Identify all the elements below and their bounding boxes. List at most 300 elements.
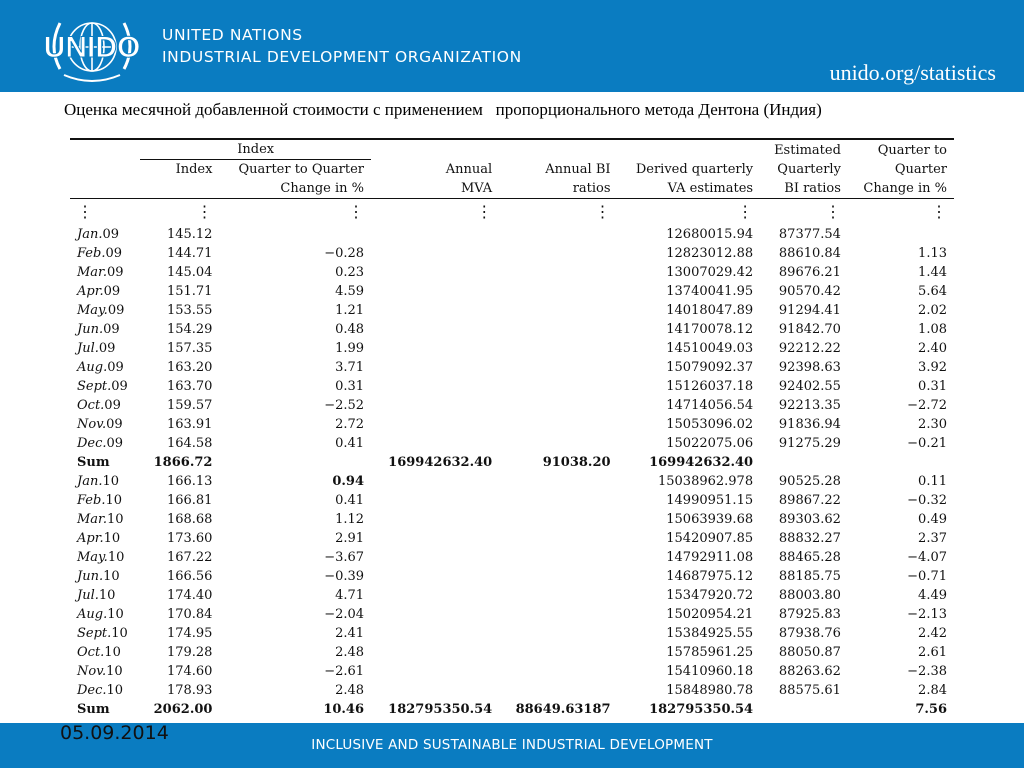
row-year: 10 (98, 588, 116, 603)
cell-bi (499, 339, 617, 358)
cell-dq: 12680015.94 (666, 227, 754, 242)
cell-qc: −0.71 (907, 569, 947, 584)
col-mva: MVA (371, 179, 499, 199)
cell-est: 91842.70 (778, 322, 841, 337)
table-row (70, 377, 954, 396)
row-label (70, 681, 140, 700)
cell-dq: 14170078.12 (666, 322, 754, 337)
cell-qtq: 1.12 (335, 512, 365, 527)
cell-qtq: 1.21 (335, 303, 365, 318)
table-row (70, 624, 954, 643)
cell-est: 87377.54 (778, 227, 841, 242)
cell-qc (848, 225, 954, 244)
cell-est: 89676.21 (778, 265, 841, 280)
row-year: 09 (106, 436, 124, 451)
cell-idx: 178.93 (166, 683, 213, 698)
col-qtq-line2: Change in % (219, 179, 371, 199)
cell-ann (371, 339, 499, 358)
cell-qtq: 0.23 (335, 265, 365, 280)
row-year: 09 (98, 341, 116, 356)
cell-est: 89867.22 (778, 493, 841, 508)
cell-dq: 14510049.03 (666, 341, 754, 356)
table-body (70, 199, 954, 720)
cell-dq: 14990951.15 (666, 493, 754, 508)
cell-ann (371, 643, 499, 662)
vertical-ellipsis-icon: ⋮ (476, 202, 493, 221)
row-label (70, 301, 140, 320)
cell-qtq: 0.41 (335, 493, 365, 508)
cell-dq: 14687975.12 (666, 569, 754, 584)
row-month: May. (77, 550, 108, 565)
row-label (70, 567, 140, 586)
cell-est: 88465.28 (778, 550, 841, 565)
table-row (70, 662, 954, 681)
cell-est: 90570.42 (778, 284, 841, 299)
table-row (70, 586, 954, 605)
row-month: Aug. (77, 360, 108, 375)
table-row (70, 282, 954, 301)
cell-qtq: 0.31 (335, 379, 365, 394)
row-year: 10 (105, 493, 123, 508)
row-month: Jul. (77, 341, 99, 356)
cell-ann (371, 320, 499, 339)
cell-bi (499, 244, 617, 263)
vertical-ellipsis-icon: ⋮ (824, 202, 841, 221)
cell-qc: 1.13 (918, 246, 947, 261)
cell-idx: 163.20 (166, 360, 213, 375)
row-year: 10 (106, 683, 124, 698)
cell-est: 87925.83 (778, 607, 841, 622)
cell-idx: 151.71 (166, 284, 213, 299)
cell-bi (499, 301, 617, 320)
row-label (70, 529, 140, 548)
cell-dq: 15063939.68 (666, 512, 754, 527)
header-bar (0, 0, 1024, 92)
row-label (70, 282, 140, 301)
sum-row (70, 453, 954, 472)
cell-qc (848, 453, 954, 472)
cell-idx: 144.71 (166, 246, 213, 261)
cell-dq: 14018047.89 (666, 303, 754, 318)
cell-idx: 166.81 (166, 493, 213, 508)
cell-bi (499, 624, 617, 643)
slide-title: Оценка месячной добавленной стоимости с применением пропорционального метода Дентона (Индия) (64, 100, 822, 119)
cell-dq: 15848980.78 (666, 683, 754, 698)
col-annual-bi: Annual BI (545, 162, 611, 177)
row-month: Dec. (77, 683, 107, 698)
cell-qtq (219, 225, 371, 244)
cell-qc: −2.72 (907, 398, 947, 413)
cell-qc: 7.56 (915, 702, 947, 717)
row-year: 09 (111, 379, 128, 394)
cell-bi (499, 529, 617, 548)
index-group-header: Index (140, 139, 371, 160)
cell-idx: 163.91 (166, 417, 213, 432)
row-label (70, 358, 140, 377)
cell-qtq: 2.41 (335, 626, 365, 641)
row-year: 09 (106, 265, 124, 280)
cell-est: 89303.62 (778, 512, 841, 527)
cell-ann (371, 529, 499, 548)
row-month: Oct. (77, 398, 105, 413)
row-month: Sept. (77, 626, 112, 641)
cell-bi (499, 662, 617, 681)
cell-dq: 15022075.06 (666, 436, 754, 451)
row-month: Jan. (77, 227, 103, 242)
cell-qtq: −3.67 (324, 550, 365, 565)
row-year: 09 (103, 322, 120, 337)
row-year: 09 (107, 303, 125, 318)
cell-qc: 2.84 (918, 683, 947, 698)
cell-qc: 2.61 (918, 645, 947, 660)
col-index: Index (175, 162, 213, 177)
vertical-ellipsis-icon: ⋮ (348, 202, 365, 221)
cell-bi: 91038.20 (542, 455, 611, 470)
cell-dq: 15053096.02 (666, 417, 754, 432)
cell-qc: −2.13 (907, 607, 947, 622)
cell-est: 88263.62 (778, 664, 841, 679)
cell-ann (371, 662, 499, 681)
cell-qtq: −2.04 (324, 607, 365, 622)
row-label (70, 548, 140, 567)
cell-dq: 15420907.85 (666, 531, 754, 546)
row-label (70, 624, 140, 643)
cell-ann (371, 510, 499, 529)
row-year: 10 (107, 550, 125, 565)
table-row (70, 605, 954, 624)
cell-qc: 3.92 (918, 360, 947, 375)
row-year: 09 (106, 417, 123, 432)
cell-bi (499, 320, 617, 339)
cell-ann (371, 586, 499, 605)
cell-est: 88185.75 (778, 569, 841, 584)
cell-ann (371, 263, 499, 282)
table-row (70, 244, 954, 263)
cell-bi (499, 605, 617, 624)
denton-table (70, 138, 954, 719)
cell-idx: 168.68 (166, 512, 213, 527)
org-line-1: UNITED NATIONS (162, 26, 303, 44)
cell-qtq: 10.46 (323, 702, 365, 717)
cell-qc: 2.37 (918, 531, 947, 546)
row-month: Oct. (77, 645, 105, 660)
cell-est: 92212.22 (778, 341, 841, 356)
site-url[interactable]: unido.org/statistics (829, 60, 996, 85)
cell-ann (371, 282, 499, 301)
row-month: Mar. (77, 265, 107, 280)
row-label (70, 472, 140, 491)
slide-date: 05.09.2014 (60, 722, 169, 744)
cell-est: 91294.41 (778, 303, 841, 318)
cell-qc: 0.11 (918, 474, 947, 489)
cell-qtq: 3.71 (335, 360, 365, 375)
cell-bi (499, 586, 617, 605)
row-label (70, 263, 140, 282)
organization-name (162, 24, 522, 68)
cell-est: 88003.80 (778, 588, 841, 603)
cell-qtq: 4.59 (335, 284, 365, 299)
row-label (70, 605, 140, 624)
col-derived-quarterly: Derived quarterly (635, 162, 754, 177)
cell-dq: 15384925.55 (666, 626, 754, 641)
cell-qc: −0.21 (907, 436, 947, 451)
cell-est (760, 700, 848, 719)
cell-idx: 154.29 (166, 322, 213, 337)
cell-bi (499, 491, 617, 510)
cell-qtq: −0.28 (324, 246, 365, 261)
cell-qc: 1.44 (918, 265, 947, 280)
col-change-pct: Change in % (848, 179, 954, 199)
cell-idx: 2062.00 (153, 702, 213, 717)
cell-qtq: −2.52 (324, 398, 365, 413)
row-month: Feb. (77, 493, 106, 508)
cell-qc: 5.64 (918, 284, 947, 299)
cell-bi (499, 510, 617, 529)
svg-text:UNIDO: UNIDO (43, 31, 141, 64)
cell-idx: 166.56 (166, 569, 213, 584)
table-row (70, 434, 954, 453)
cell-bi (499, 282, 617, 301)
cell-qtq: 0.48 (335, 322, 365, 337)
row-label (70, 339, 140, 358)
vertical-ellipsis-icon: ⋮ (77, 202, 93, 221)
cell-idx: 174.60 (166, 664, 213, 679)
cell-bi (499, 415, 617, 434)
col-qtq-line1: Quarter to Quarter (238, 162, 365, 177)
org-line-2: INDUSTRIAL DEVELOPMENT ORGANIZATION (162, 48, 522, 66)
cell-ann (371, 358, 499, 377)
row-month: Jul. (77, 588, 99, 603)
table-row (70, 339, 954, 358)
vertical-ellipsis-icon: ⋮ (594, 202, 611, 221)
table-row (70, 567, 954, 586)
row-year: 10 (102, 474, 120, 489)
cell-idx: 173.60 (166, 531, 213, 546)
table-row (70, 263, 954, 282)
cell-idx: 153.55 (166, 303, 213, 318)
row-month: Nov. (77, 417, 107, 432)
col-estimated: Estimated (760, 139, 848, 160)
col-bi-ratios: BI ratios (760, 179, 848, 199)
cell-est: 92402.55 (778, 379, 841, 394)
col-quarterly: Quarterly (777, 162, 841, 177)
cell-bi (499, 643, 617, 662)
cell-dq: 15347920.72 (666, 588, 754, 603)
row-month: Dec. (77, 436, 107, 451)
vertical-ellipsis-icon: ⋮ (196, 202, 213, 221)
cell-ann (371, 396, 499, 415)
cell-ann (371, 681, 499, 700)
col-quarter: Quarter (894, 162, 947, 177)
cell-qc: 0.49 (918, 512, 947, 527)
cell-est: 92213.35 (778, 398, 841, 413)
row-year: 10 (104, 645, 121, 660)
cell-qtq: 0.94 (332, 474, 365, 489)
cell-ann (371, 491, 499, 510)
cell-idx: 164.58 (166, 436, 213, 451)
row-label: Sum (77, 702, 110, 717)
cell-qc: 0.31 (918, 379, 947, 394)
row-month: Jun. (77, 569, 104, 584)
table-row (70, 472, 954, 491)
row-month: Aug. (77, 607, 108, 622)
cell-bi (499, 434, 617, 453)
cell-bi (499, 396, 617, 415)
cell-idx: 166.13 (166, 474, 213, 489)
cell-ann (371, 434, 499, 453)
row-year: 09 (103, 284, 121, 299)
cell-ann (371, 244, 499, 263)
cell-est: 92398.63 (778, 360, 841, 375)
col-ratios: ratios (499, 179, 617, 199)
cell-dq: 14714056.54 (666, 398, 754, 413)
col-va-estimates: VA estimates (618, 179, 761, 199)
cell-qc: −4.07 (907, 550, 947, 565)
table-row (70, 510, 954, 529)
row-label (70, 662, 140, 681)
row-year: 10 (107, 607, 124, 622)
row-year: 10 (106, 664, 123, 679)
row-label (70, 415, 140, 434)
cell-qtq: −0.39 (324, 569, 365, 584)
table-row (70, 415, 954, 434)
cell-est (760, 453, 848, 472)
cell-idx: 170.84 (166, 607, 213, 622)
cell-dq: 15126037.18 (666, 379, 754, 394)
cell-qtq: 2.48 (335, 645, 365, 660)
cell-qc: 2.42 (918, 626, 947, 641)
cell-idx: 145.04 (166, 265, 213, 280)
cell-qtq: 1.99 (335, 341, 365, 356)
cell-qc: 2.30 (918, 417, 947, 432)
row-year: 10 (111, 626, 128, 641)
cell-dq: 15020954.21 (666, 607, 754, 622)
cell-qc: −0.32 (907, 493, 947, 508)
ellipsis-row (70, 199, 954, 226)
table-row (70, 491, 954, 510)
cell-ann (371, 377, 499, 396)
cell-ann (371, 225, 499, 244)
cell-est: 88610.84 (778, 246, 841, 261)
cell-ann (371, 605, 499, 624)
row-label (70, 244, 140, 263)
vertical-ellipsis-icon: ⋮ (737, 202, 754, 221)
cell-ann (371, 548, 499, 567)
cell-idx: 157.35 (166, 341, 213, 356)
cell-dq: 15785961.25 (666, 645, 754, 660)
cell-dq: 169942632.40 (649, 455, 754, 470)
cell-dq: 14792911.08 (666, 550, 754, 565)
table-row (70, 529, 954, 548)
cell-qc: 4.49 (918, 588, 947, 603)
col-annual: Annual (445, 162, 493, 177)
cell-qtq: 0.41 (335, 436, 365, 451)
table-row (70, 225, 954, 244)
cell-ann: 169942632.40 (388, 455, 493, 470)
row-month: Apr. (77, 531, 104, 546)
cell-qtq: 2.72 (335, 417, 365, 432)
row-year: 09 (107, 360, 124, 375)
un-emblem-icon (38, 7, 146, 87)
cell-qtq (219, 453, 371, 472)
table-row (70, 548, 954, 567)
cell-dq: 15410960.18 (666, 664, 754, 679)
table-row (70, 320, 954, 339)
cell-dq: 13740041.95 (666, 284, 754, 299)
row-label (70, 377, 140, 396)
cell-bi (499, 567, 617, 586)
cell-bi (499, 358, 617, 377)
cell-qtq: 4.71 (335, 588, 365, 603)
row-month: Apr. (77, 284, 104, 299)
cell-bi (499, 681, 617, 700)
cell-idx: 167.22 (166, 550, 213, 565)
cell-dq: 15079092.37 (666, 360, 754, 375)
row-year: 09 (105, 246, 123, 261)
cell-qc: 2.02 (918, 303, 947, 318)
cell-est: 91275.29 (778, 436, 841, 451)
cell-ann: 182795350.54 (388, 702, 493, 717)
row-month: Jun. (77, 322, 104, 337)
row-label (70, 643, 140, 662)
cell-idx: 174.95 (166, 626, 213, 641)
cell-idx: 179.28 (166, 645, 213, 660)
row-month: Jan. (77, 474, 103, 489)
row-year: 10 (103, 569, 120, 584)
table-row (70, 301, 954, 320)
row-label (70, 396, 140, 415)
cell-bi (499, 225, 617, 244)
cell-ann (371, 472, 499, 491)
cell-bi (499, 377, 617, 396)
col-quarter-to: Quarter to (848, 139, 954, 160)
vertical-ellipsis-icon: ⋮ (931, 202, 947, 221)
row-label: Sum (77, 455, 110, 470)
cell-bi (499, 263, 617, 282)
row-year: 10 (106, 512, 124, 527)
row-label (70, 225, 140, 244)
row-month: Nov. (77, 664, 107, 679)
cell-qtq: 2.48 (335, 683, 365, 698)
table-row (70, 396, 954, 415)
cell-dq: 13007029.42 (666, 265, 754, 280)
row-label (70, 434, 140, 453)
cell-est: 90525.28 (778, 474, 841, 489)
cell-est: 87938.76 (778, 626, 841, 641)
cell-idx: 1866.72 (153, 455, 213, 470)
cell-qc: −2.38 (907, 664, 947, 679)
row-label (70, 491, 140, 510)
cell-qc: 1.08 (918, 322, 947, 337)
row-year: 09 (104, 398, 121, 413)
cell-ann (371, 567, 499, 586)
cell-dq: 15038962.978 (657, 474, 754, 489)
cell-dq: 182795350.54 (649, 702, 754, 717)
cell-bi (499, 548, 617, 567)
cell-bi (499, 472, 617, 491)
row-year: 09 (102, 227, 120, 242)
row-label (70, 320, 140, 339)
row-month: Sept. (77, 379, 112, 394)
cell-idx: 163.70 (166, 379, 213, 394)
cell-bi: 88649.63187 (515, 702, 611, 717)
cell-dq: 12823012.88 (666, 246, 754, 261)
footer-tagline: INCLUSIVE AND SUSTAINABLE INDUSTRIAL DEVELOPMENT (311, 737, 713, 753)
cell-qtq: 2.91 (335, 531, 365, 546)
cell-qc: 2.40 (918, 341, 947, 356)
table-row (70, 643, 954, 662)
cell-ann (371, 624, 499, 643)
